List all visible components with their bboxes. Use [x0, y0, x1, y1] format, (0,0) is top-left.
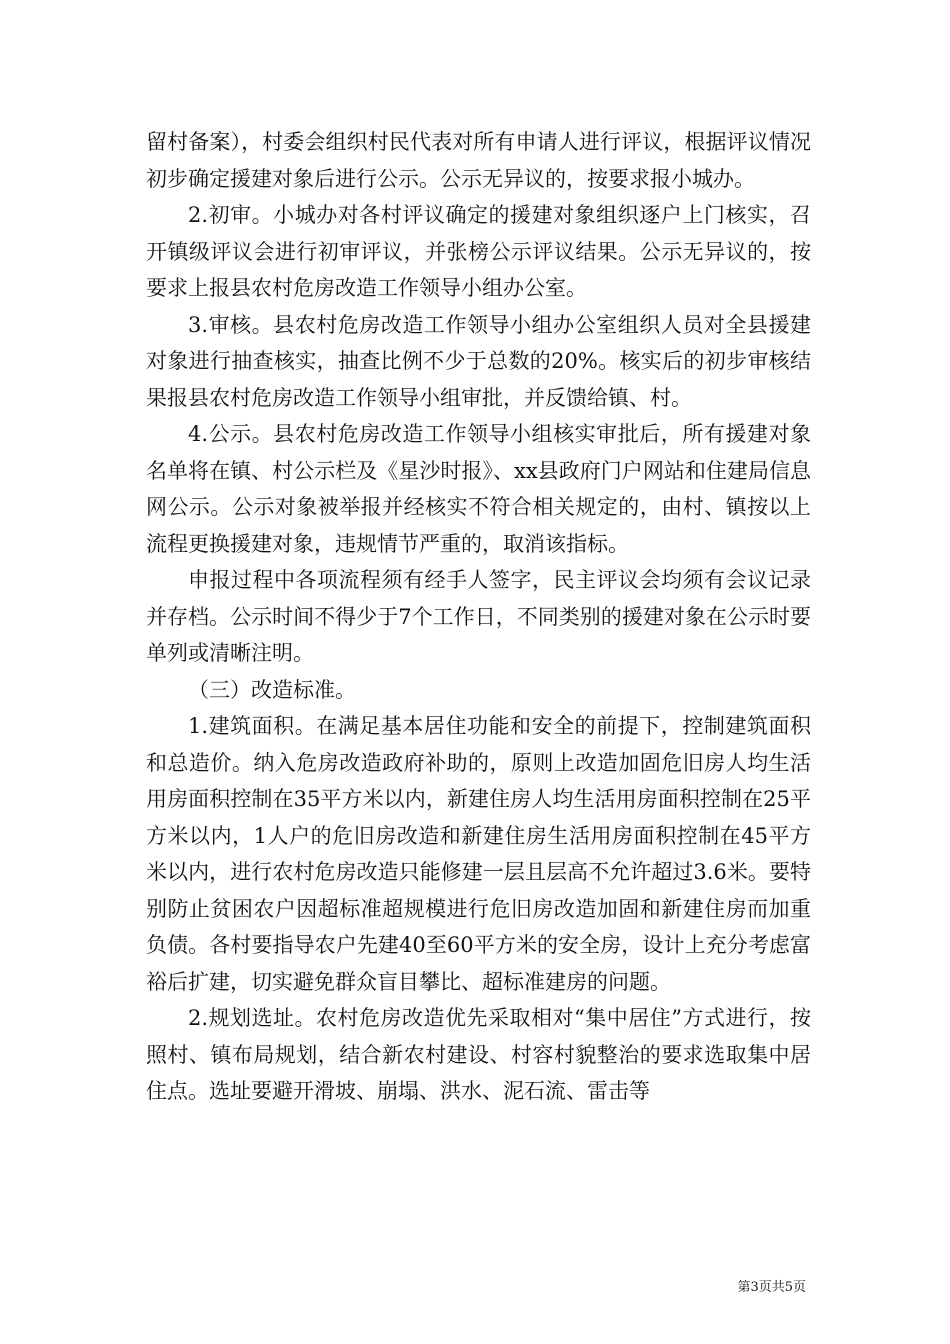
paragraph-2: 2.初审。小城办对各村评议确定的援建对象组织逐户上门核实，召开镇级评议会进行初审评议，并张榜公示评议结果。公示无异议的，按要求上报县农村危房改造工作领导小组办公室。: [146, 203, 811, 300]
paragraph-8: 2.规划选址。农村危房改造优先采取相对“集中居住”方式进行，按照村、镇布局规划，结合新农村建设、村容村貌整治的要求选取集中居住点。选址要避开滑坡、崩塌、洪水、泥石流、雷击等: [146, 1006, 811, 1103]
page-number: 第3页共5页: [737, 1280, 806, 1295]
paragraph-5: 申报过程中各项流程须有经手人签字，民主评议会均须有会议记录并存档。公示时间不得少于7个工作日，不同类别的援建对象在公示时要单列或清晰注明。: [146, 568, 811, 665]
paragraph-7: 1.建筑面积。在满足基本居住功能和安全的前提下，控制建筑面积和总造价。纳入危房改造政府补助的，原则上改造加固危旧房人均生活用房面积控制在35平方米以内，新建住房人均生活用房面积控制在25平方米以内，1人户的危旧房改造和新建住房生活用房面积控制在45平方米以内，进行农村危房改造只能修建一层且层高不允许超过3.6米。要特别防止贫困农户因超标准超规模进行危旧房改造加固和新建住房而加重负债。各村要指导农户先建40至60平方米的安全房，设计上充分考虑富裕后扩建，切实避免群众盲目攀比、超标准建房的问题。: [146, 714, 811, 994]
section-heading: （三）改造标准。: [188, 677, 356, 702]
paragraph-3: 3.审核。县农村危房改造工作领导小组办公室组织人员对全县援建对象进行抽查核实，抽查比例不少于总数的20%。核实后的初步审核结果报县农村危房改造工作领导小组审批，并反馈给镇、村。: [146, 312, 811, 410]
paragraph-4: 4.公示。县农村危房改造工作领导小组核实审批后，所有援建对象名单将在镇、村公示栏及《星沙时报》、xx县政府门户网站和住建局信息网公示。公示对象被举报并经核实不符合相关规定的，由村、镇按以上流程更换援建对象，违规情节严重的，取消该指标。: [146, 422, 811, 556]
paragraph-1: 留村备案），村委会组织村民代表对所有申请人进行评议，根据评议情况初步确定援建对象后进行公示。公示无异议的，按要求报小城办。: [146, 130, 811, 191]
document-body: [146, 124, 811, 1110]
